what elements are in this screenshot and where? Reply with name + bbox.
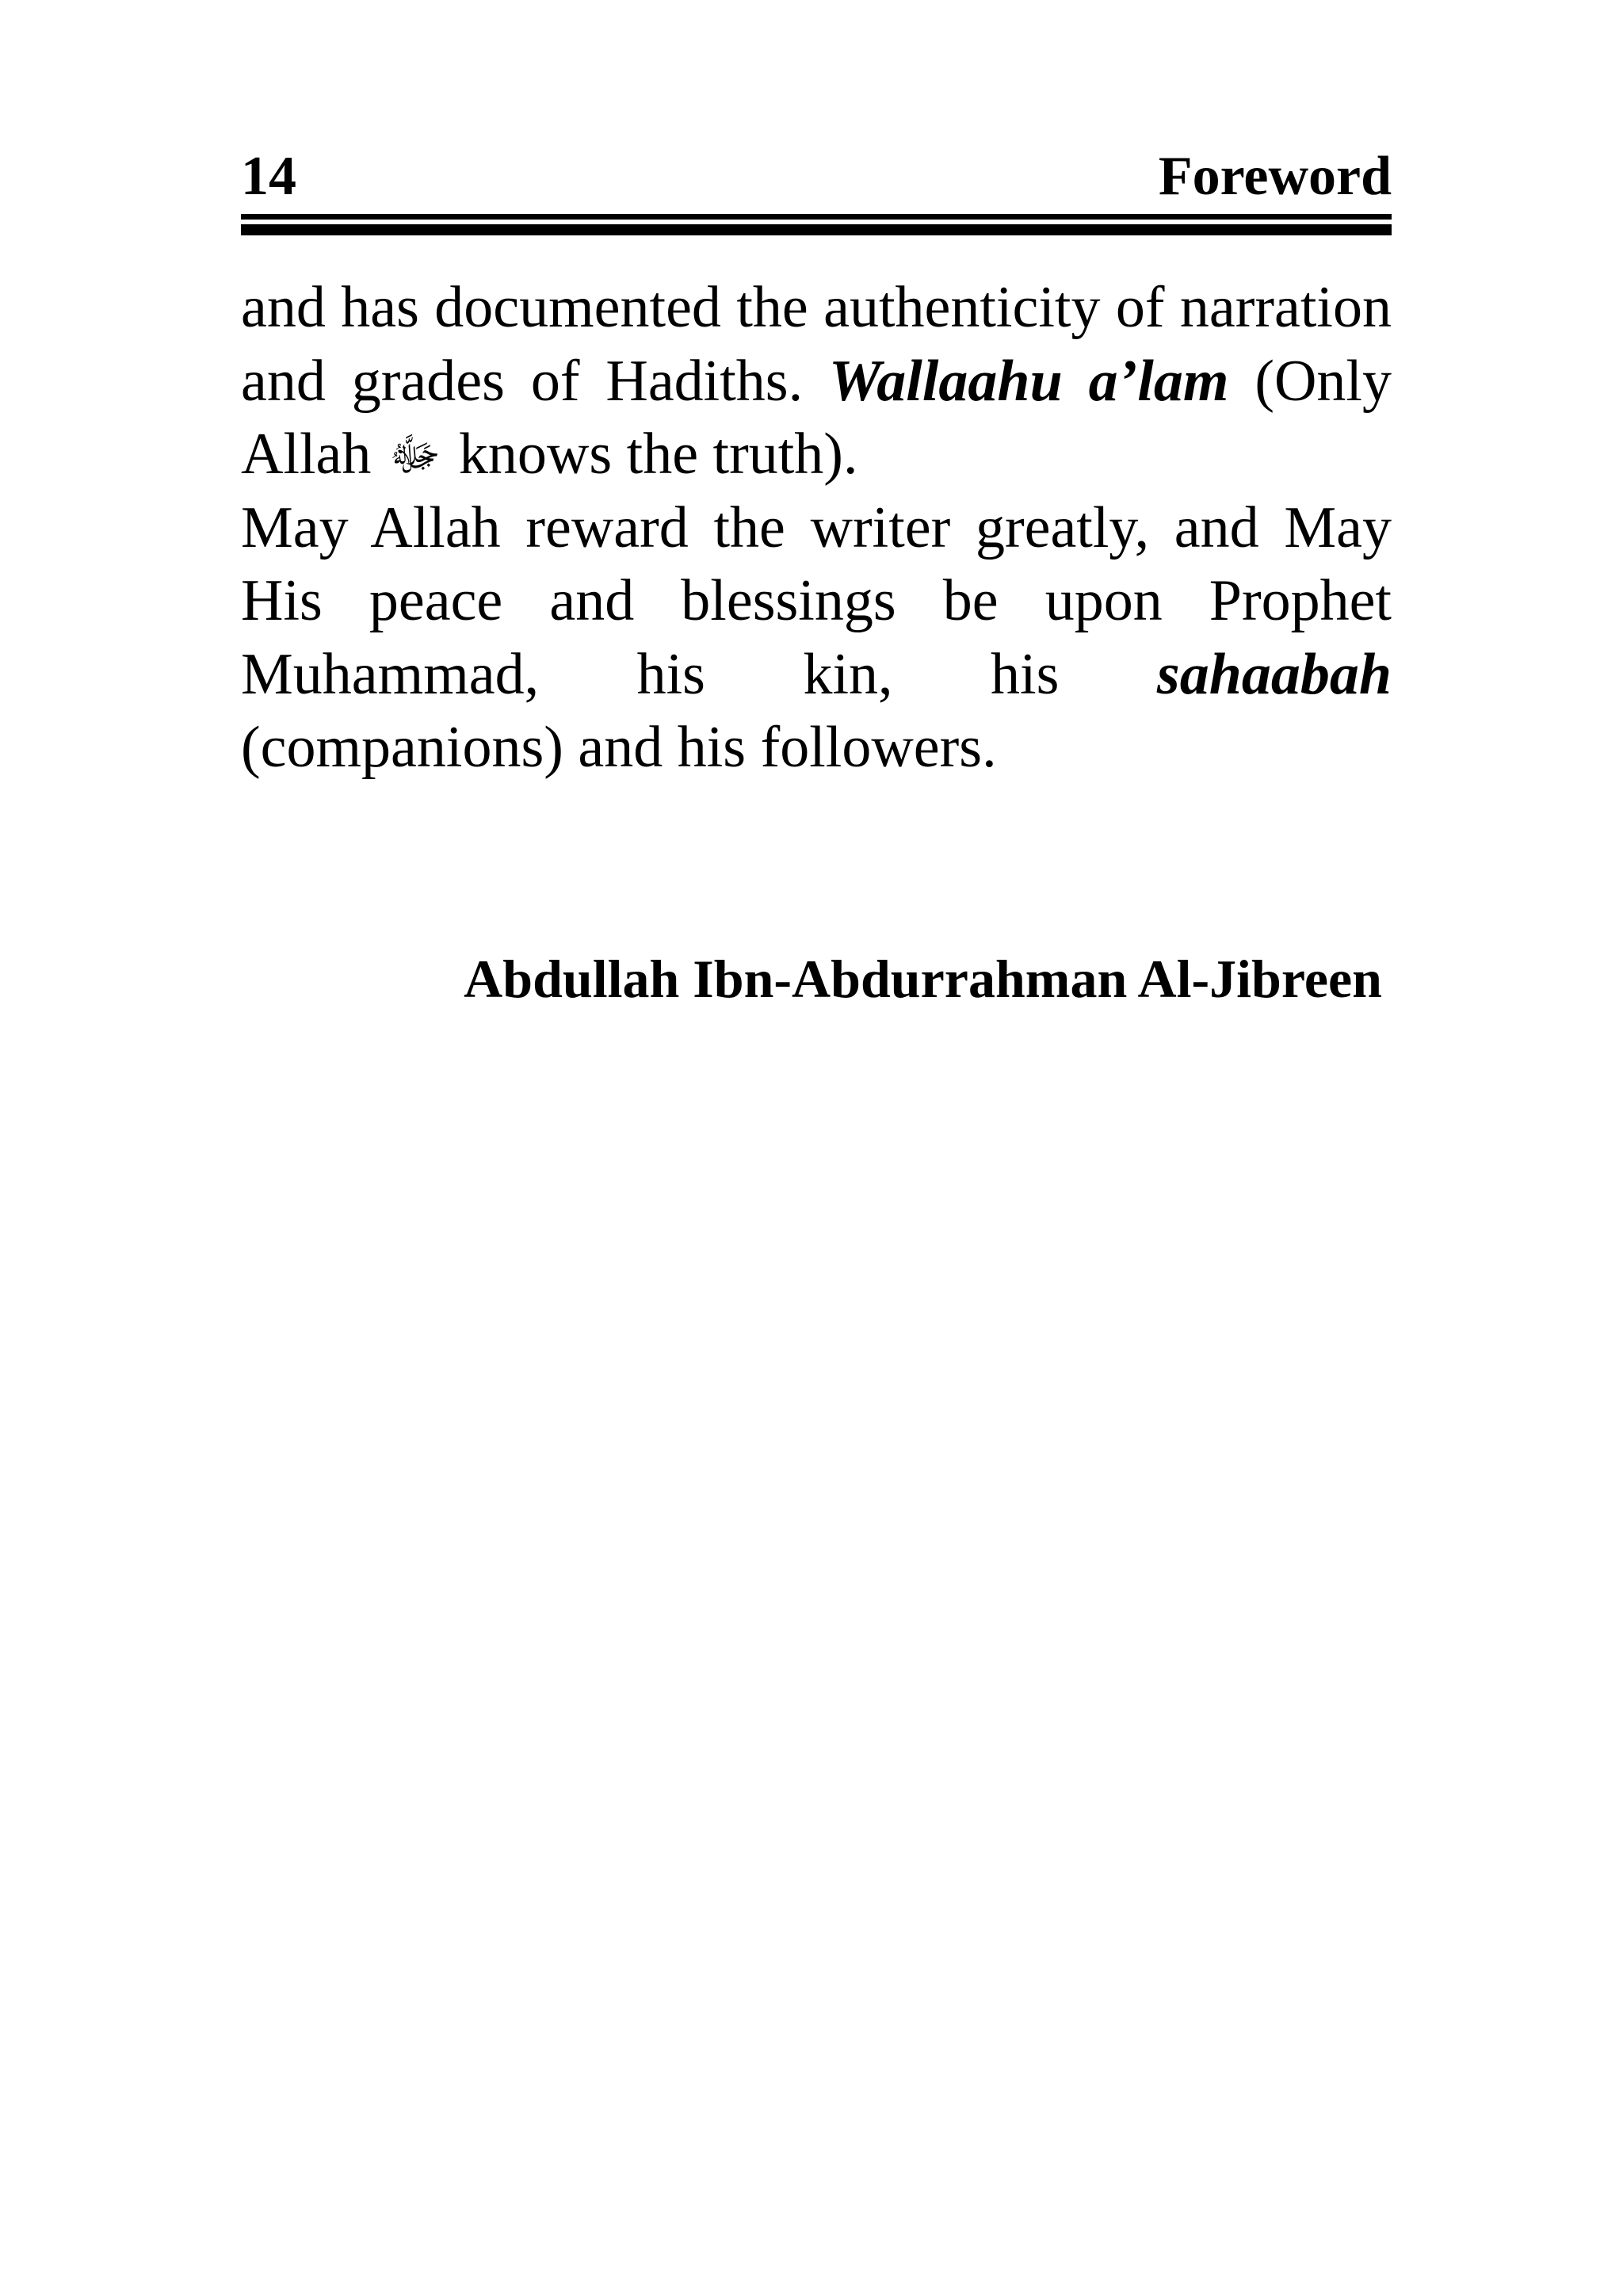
running-title: Foreword: [1158, 146, 1392, 207]
paragraph-1-text-c: knows the truth).: [444, 422, 858, 487]
paragraph-2: [241, 491, 1392, 785]
transliteration-wallaahu-alam: Wallaahu a’lam: [829, 348, 1229, 414]
body-text: [241, 271, 1392, 785]
header-rule-thin: [241, 214, 1392, 220]
paragraph-1-text-b: (Only Allah: [241, 348, 1392, 487]
honorific-glyph: ﷻ: [388, 427, 441, 481]
header-rule-thick: [241, 224, 1392, 235]
paragraph-2-text-a: May Allah reward the writer greatly, and May His peace and blessings be upon Prophet Muhammad, his kin, his: [241, 495, 1392, 707]
transliteration-sahaabah: sahaabah: [1156, 641, 1392, 707]
page-number: 14: [241, 146, 296, 207]
page-header: [241, 141, 1392, 212]
paragraph-1-text-a: and has documented the authenticity of narration and grades of Hadiths.: [241, 275, 1392, 414]
author-signature: Abdullah Ibn-Abdurrahman Al-Jibreen: [464, 949, 1382, 1009]
paragraph-1: [241, 271, 1392, 491]
paragraph-2-text-b: (companions) and his followers.: [241, 715, 997, 780]
